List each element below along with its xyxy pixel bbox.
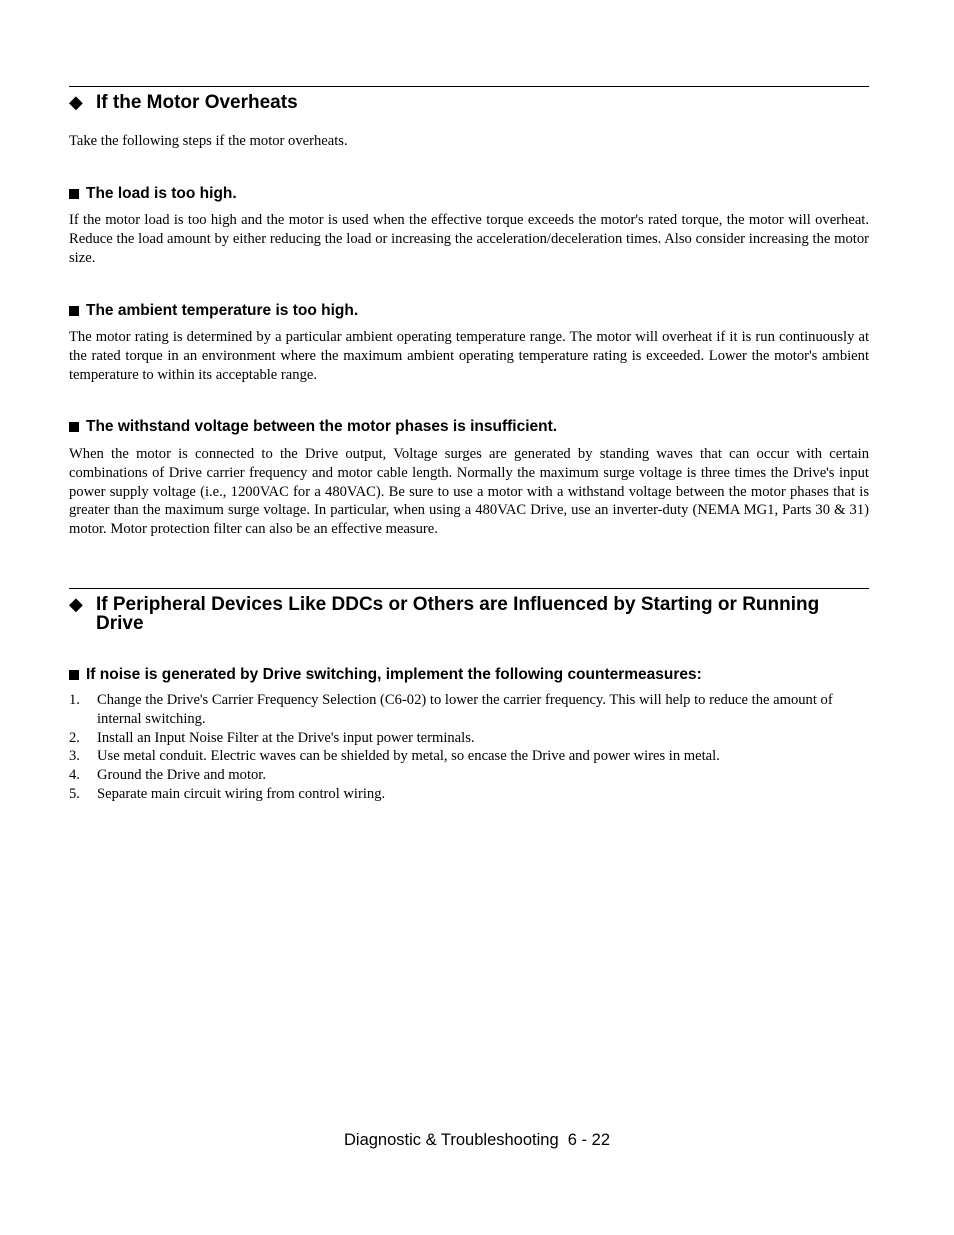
body-paragraph: If the motor load is too high and the motor is used when the effective torque exceeds the motor's rated torque, the motor will overheat. Reduce the load amount by either reducing the load or increasing the acceleration/deceleration times. Also consider increasing the motor size. xyxy=(69,212,869,266)
list-item xyxy=(69,747,869,766)
list-item xyxy=(69,766,869,785)
subsection-heading xyxy=(69,666,869,684)
list-item xyxy=(69,729,869,748)
subsection-title: The load is too high. xyxy=(86,185,237,202)
body-paragraph: The motor rating is determined by a particular ambient operating temperature range. The motor will overheat if it is run continuously at the rated torque in an environment where the maximum ambient operating temperature rating is exceeded. Lower the motor's ambient temperature to within its acceptable range. xyxy=(69,329,869,383)
list-text: Install an Input Noise Filter at the Drive's input power terminals. xyxy=(97,729,475,746)
section-divider xyxy=(69,588,869,589)
list-text: Separate main circuit wiring from control wiring. xyxy=(97,785,386,802)
body-paragraph: When the motor is connected to the Drive output, Voltage surges are generated by standing waves that can occur with certain combinations of Drive carrier frequency and motor cable length. Normally the maximum surge voltage is three times the Drive's input power supply voltage (i.e., 1200VAC for a 480VAC). Be sure to use a motor with a withstand voltage between the motor phases that is greater than the maximum surge voltage. In particular, when using a 480VAC Drive, use an inverter-duty (NEMA MG1, Parts 30 & 31) motor. Motor protection filter can also be an effective measure. xyxy=(69,446,869,538)
list-item xyxy=(69,691,869,729)
section-heading xyxy=(69,595,869,633)
intro-paragraph: Take the following steps if the motor overheats. xyxy=(69,133,348,149)
diamond-bullet-icon: ◆ xyxy=(69,92,83,112)
section-divider xyxy=(69,86,869,87)
subsection-heading xyxy=(69,185,869,203)
list-number: 2. xyxy=(69,729,80,746)
page-footer: Diagnostic & Troubleshooting 6 - 22 xyxy=(344,1131,610,1149)
subsection-title: The withstand voltage between the motor phases is insufficient. xyxy=(86,418,558,435)
square-bullet-icon xyxy=(69,422,79,432)
list-text: Ground the Drive and motor. xyxy=(97,767,267,784)
section-title: If the Motor Overheats xyxy=(96,92,298,113)
list-number: 3. xyxy=(69,748,80,765)
list-number: 5. xyxy=(69,785,80,802)
countermeasure-list xyxy=(69,691,869,804)
list-number: 4. xyxy=(69,767,80,784)
subsection-heading xyxy=(69,418,869,436)
subsection-title: If noise is generated by Drive switching, implement the following countermeasures: xyxy=(86,666,702,683)
diamond-bullet-icon: ◆ xyxy=(69,594,83,614)
list-text: Change the Drive's Carrier Frequency Selection (C6-02) to lower the carrier frequency. This will help to reduce the amount of internal switching. xyxy=(97,692,833,727)
subsection-title: The ambient temperature is too high. xyxy=(86,302,359,319)
section-title: If Peripheral Devices Like DDCs or Others are Influenced by Starting or Running Drive xyxy=(96,594,820,634)
list-item xyxy=(69,785,869,804)
square-bullet-icon xyxy=(69,306,79,316)
square-bullet-icon xyxy=(69,670,79,680)
list-text: Use metal conduit. Electric waves can be shielded by metal, so encase the Drive and power wires in metal. xyxy=(97,748,720,765)
subsection-heading xyxy=(69,302,869,320)
section-heading xyxy=(69,93,869,112)
square-bullet-icon xyxy=(69,189,79,199)
list-number: 1. xyxy=(69,692,80,708)
